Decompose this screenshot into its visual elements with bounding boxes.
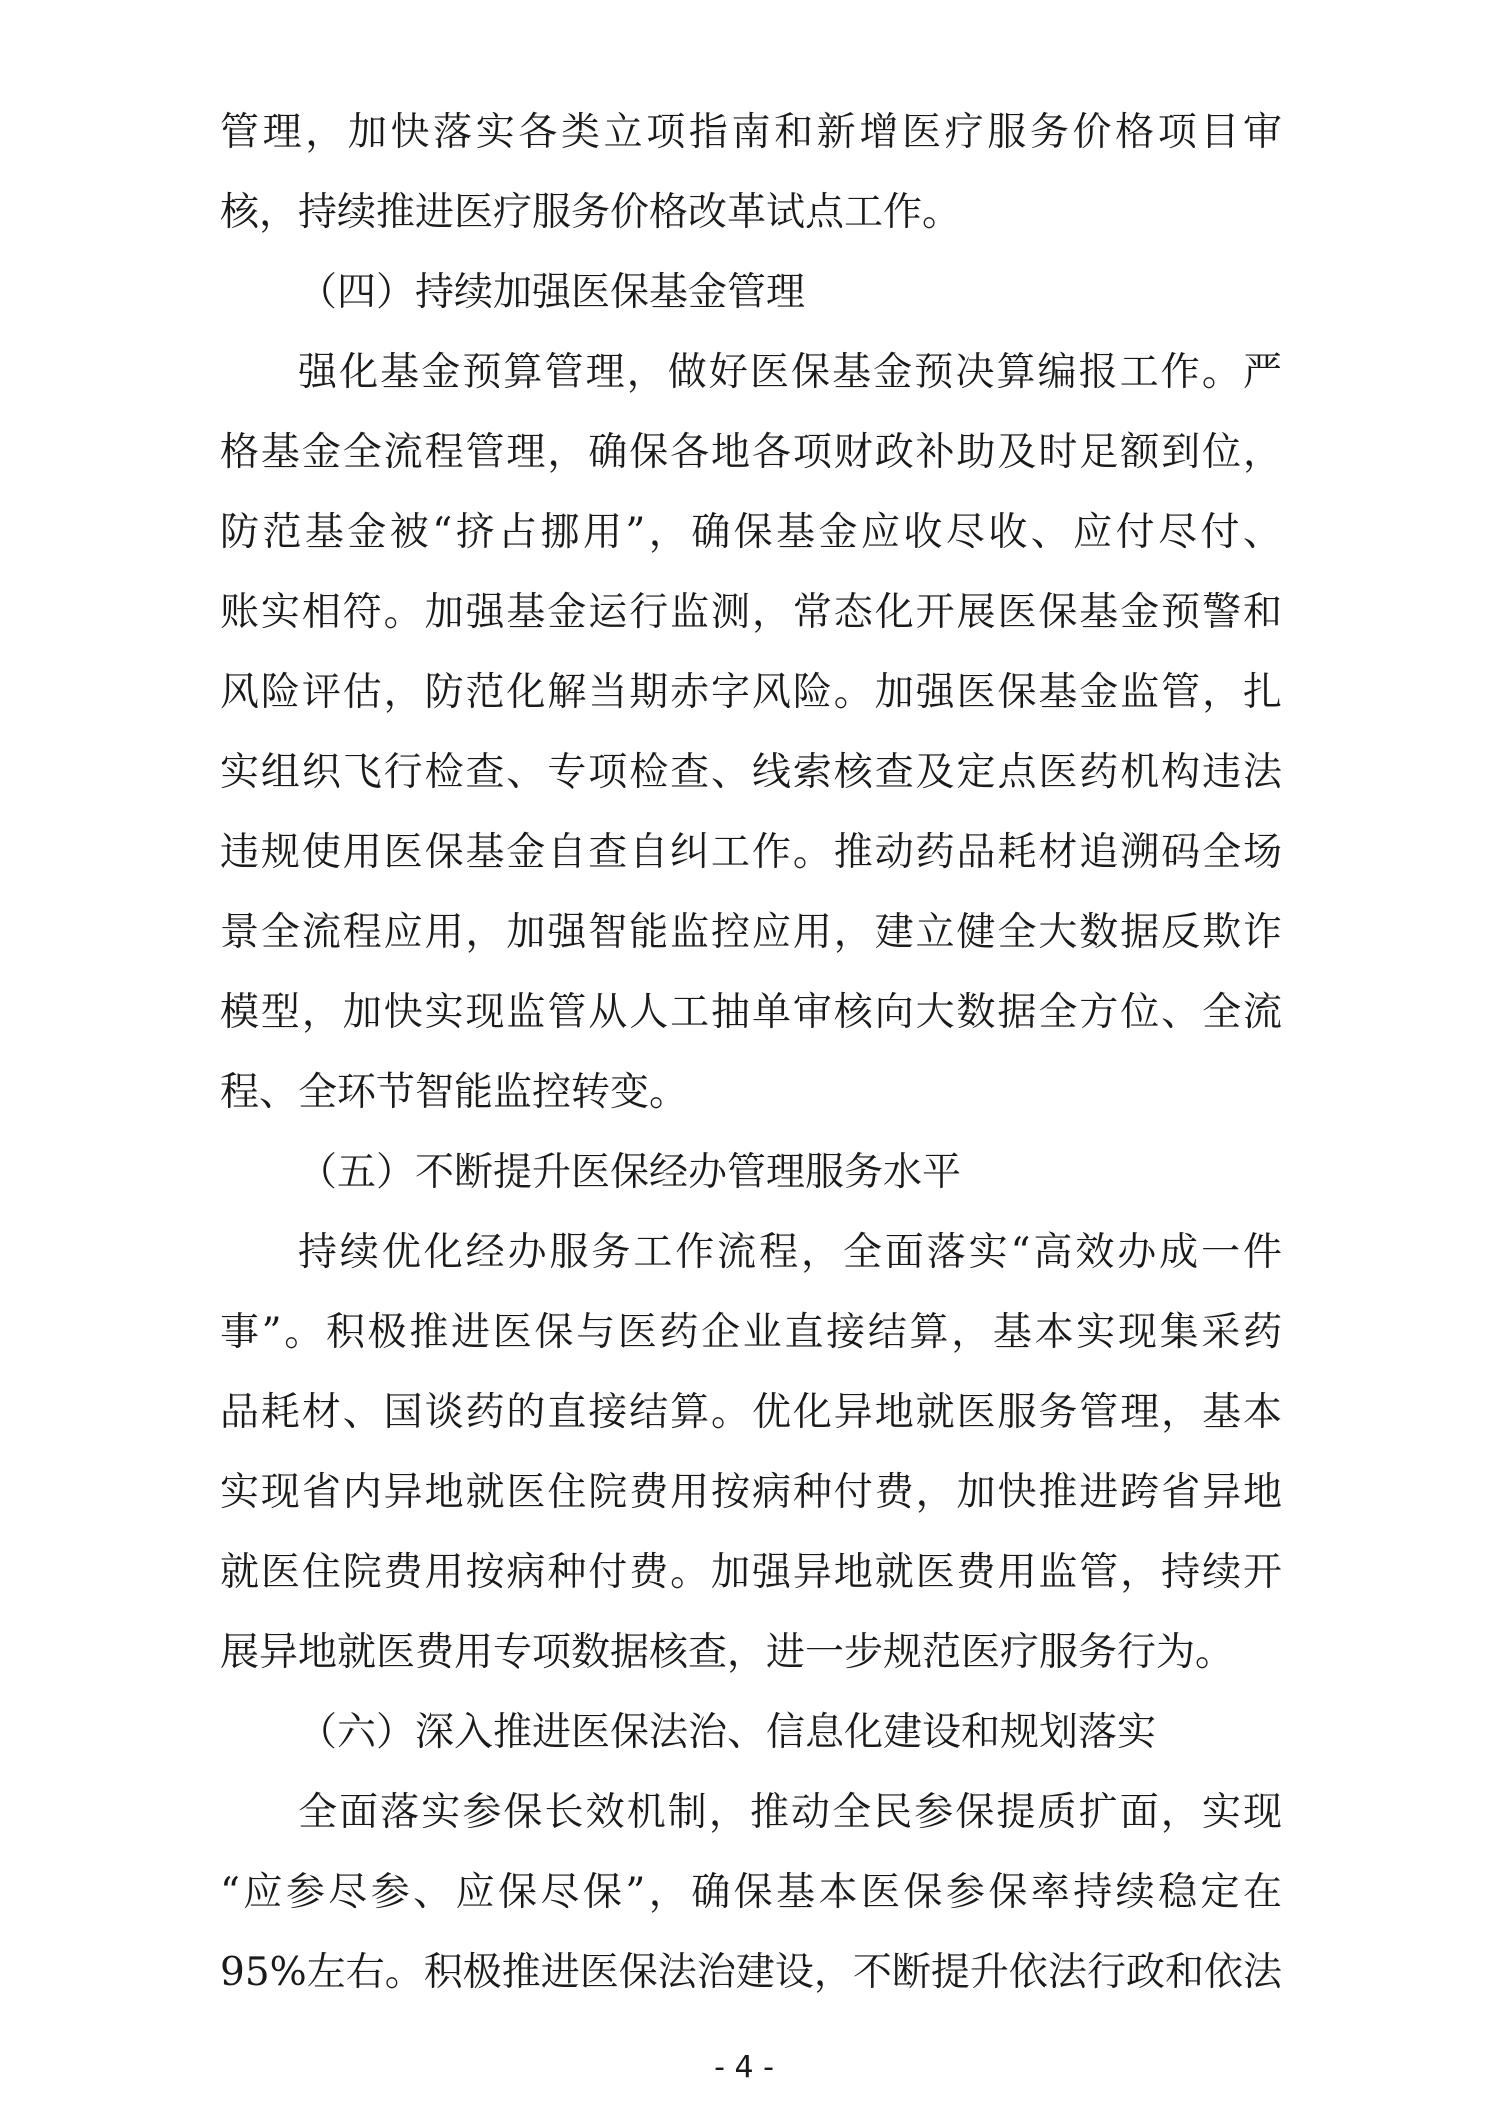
body-line: 格基金全流程管理，确保各地各项财政补助及时足额到位，: [220, 430, 1282, 475]
body-line: 全面落实参保长效机制，推动全民参保提质扩面，实现: [298, 1790, 1282, 1835]
section-heading: （四）持续加强医保基金管理: [298, 270, 806, 315]
section-heading: （六）深入推进医保法治、信息化建设和规划落实: [298, 1710, 1157, 1755]
body-line: 展异地就医费用专项数据核查，进一步规范医疗服务行为。: [220, 1630, 1235, 1675]
body-line: 实现省内异地就医住院费用按病种付费，加快推进跨省异地: [220, 1470, 1282, 1515]
body-line: 防范基金被“挤占挪用”，确保基金应收尽收、应付尽付、: [220, 510, 1282, 555]
body-line: 品耗材、国谈药的直接结算。优化异地就医服务管理，基本: [220, 1390, 1282, 1435]
body-line: 风险评估，防范化解当期赤字风险。加强医保基金监管，扎: [220, 670, 1282, 715]
body-line: 实组织飞行检查、专项检查、线索核查及定点医药机构违法: [220, 750, 1282, 795]
section-heading: （五）不断提升医保经办管理服务水平: [298, 1150, 962, 1195]
body-line: 持续优化经办服务工作流程，全面落实“高效办成一件: [298, 1230, 1282, 1275]
body-line: 模型，加快实现监管从人工抽单审核向大数据全方位、全流: [220, 990, 1282, 1035]
page-number: - 4 -: [714, 2050, 774, 2085]
body-line: 强化基金预算管理，做好医保基金预决算编报工作。严: [298, 350, 1282, 395]
body-line: 管理，加快落实各类立项指南和新增医疗服务价格项目审: [220, 110, 1282, 155]
body-line: 违规使用医保基金自查自纠工作。推动药品耗材追溯码全场: [220, 830, 1282, 875]
body-line: 95%左右。积极推进医保法治建设，不断提升依法行政和依法: [220, 1950, 1282, 1995]
body-line: 账实相符。加强基金运行监测，常态化开展医保基金预警和: [220, 590, 1282, 635]
body-line: 程、全环节智能监控转变。: [220, 1070, 689, 1115]
body-line: 核，持续推进医疗服务价格改革试点工作。: [220, 190, 962, 235]
document-body: [220, 93, 1282, 2013]
body-line: “应参尽参、应保尽保”，确保基本医保参保率持续稳定在: [220, 1870, 1282, 1915]
body-line: 事”。积极推进医保与医药企业直接结算，基本实现集采药: [220, 1310, 1282, 1355]
body-line: 景全流程应用，加强智能监控应用，建立健全大数据反欺诈: [220, 910, 1282, 955]
body-line: 就医住院费用按病种付费。加强异地就医费用监管，持续开: [220, 1550, 1282, 1595]
